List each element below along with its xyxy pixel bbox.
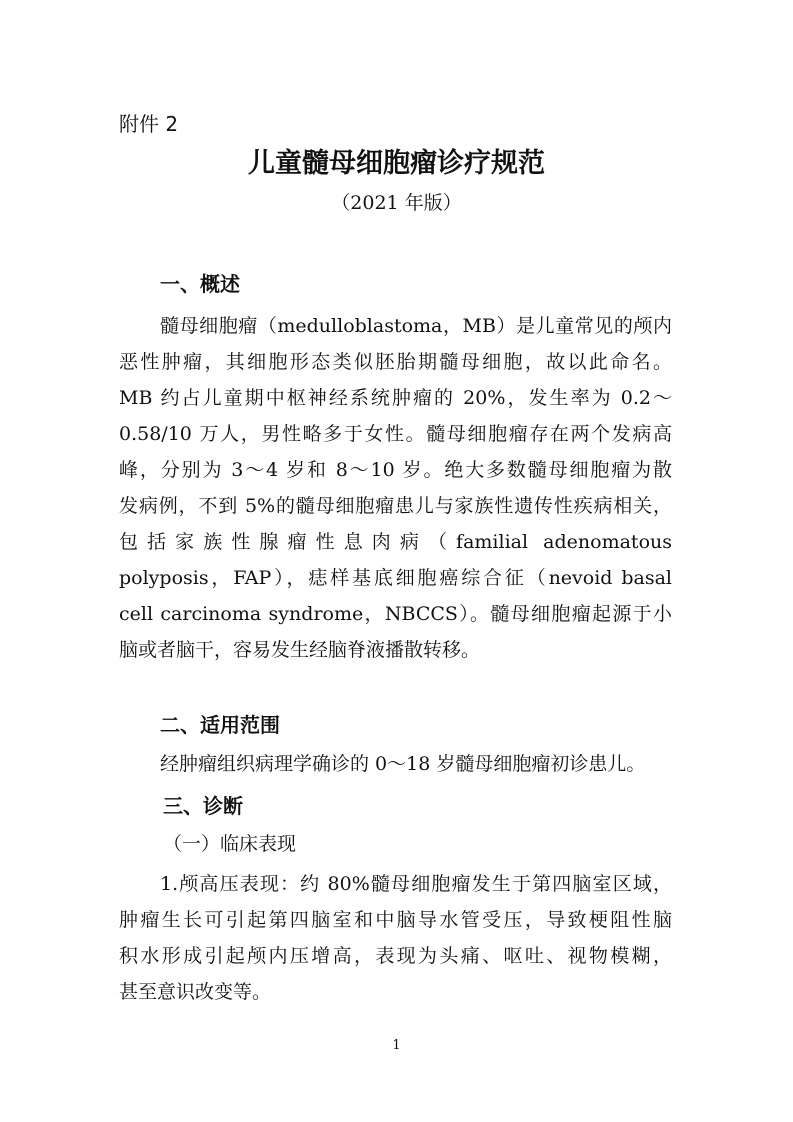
paragraph-line: 发病例，不到 5%的髓母细胞瘤患儿与家族性遗传性疾病相关，	[119, 495, 672, 517]
paragraph-line: 髓母细胞瘤（medulloblastoma，MB）是儿童常见的颅内	[160, 315, 672, 337]
subsection-heading-clinical: （一）临床表现	[163, 833, 297, 855]
attachment-label: 附件 2	[119, 112, 179, 136]
paragraph-line: 包括家族性腺瘤性息肉病（familial adenomatous	[119, 531, 672, 553]
paragraph-line: 脑或者脑干，容易发生经脑脊液播散转移。	[119, 639, 481, 661]
paragraph-line: MB 约占儿童期中枢神经系统肿瘤的 20%，发生率为 0.2～	[119, 387, 672, 409]
section-heading-scope: 二、适用范围	[160, 713, 280, 737]
page-number: 1	[392, 1038, 401, 1053]
paragraph-line: cell carcinoma syndrome，NBCCS）。髓母细胞瘤起源于小	[119, 603, 672, 625]
paragraph-line: 0.58/10 万人，男性略多于女性。髓母细胞瘤存在两个发病高	[119, 423, 672, 445]
document-title: 儿童髓母细胞瘤诊疗规范	[248, 148, 545, 179]
edition-label: （2021 年版）	[331, 192, 462, 214]
section-heading-overview: 一、概述	[160, 272, 240, 296]
section-heading-diagnosis: 三、诊断	[163, 794, 243, 818]
paragraph-line: 峰，分别为 3～4 岁和 8～10 岁。绝大多数髓母细胞瘤为散	[119, 459, 672, 481]
paragraph-line: 恶性肿瘤，其细胞形态类似胚胎期髓母细胞，故以此命名。	[119, 351, 672, 373]
paragraph-line: 甚至意识改变等。	[119, 981, 272, 1003]
paragraph-line: 经肿瘤组织病理学确诊的 0～18 岁髓母细胞瘤初诊患儿。	[160, 753, 646, 775]
paragraph-line: 积水形成引起颅内压增高，表现为头痛、呕吐、视物模糊，	[119, 945, 672, 967]
paragraph-line: 肿瘤生长可引起第四脑室和中脑导水管受压，导致梗阻性脑	[119, 909, 672, 931]
paragraph-line: polyposis，FAP），痣样基底细胞癌综合征（nevoid basal	[119, 567, 672, 589]
paragraph-line: 1.颅高压表现：约 80%髓母细胞瘤发生于第四脑室区域，	[160, 873, 672, 895]
